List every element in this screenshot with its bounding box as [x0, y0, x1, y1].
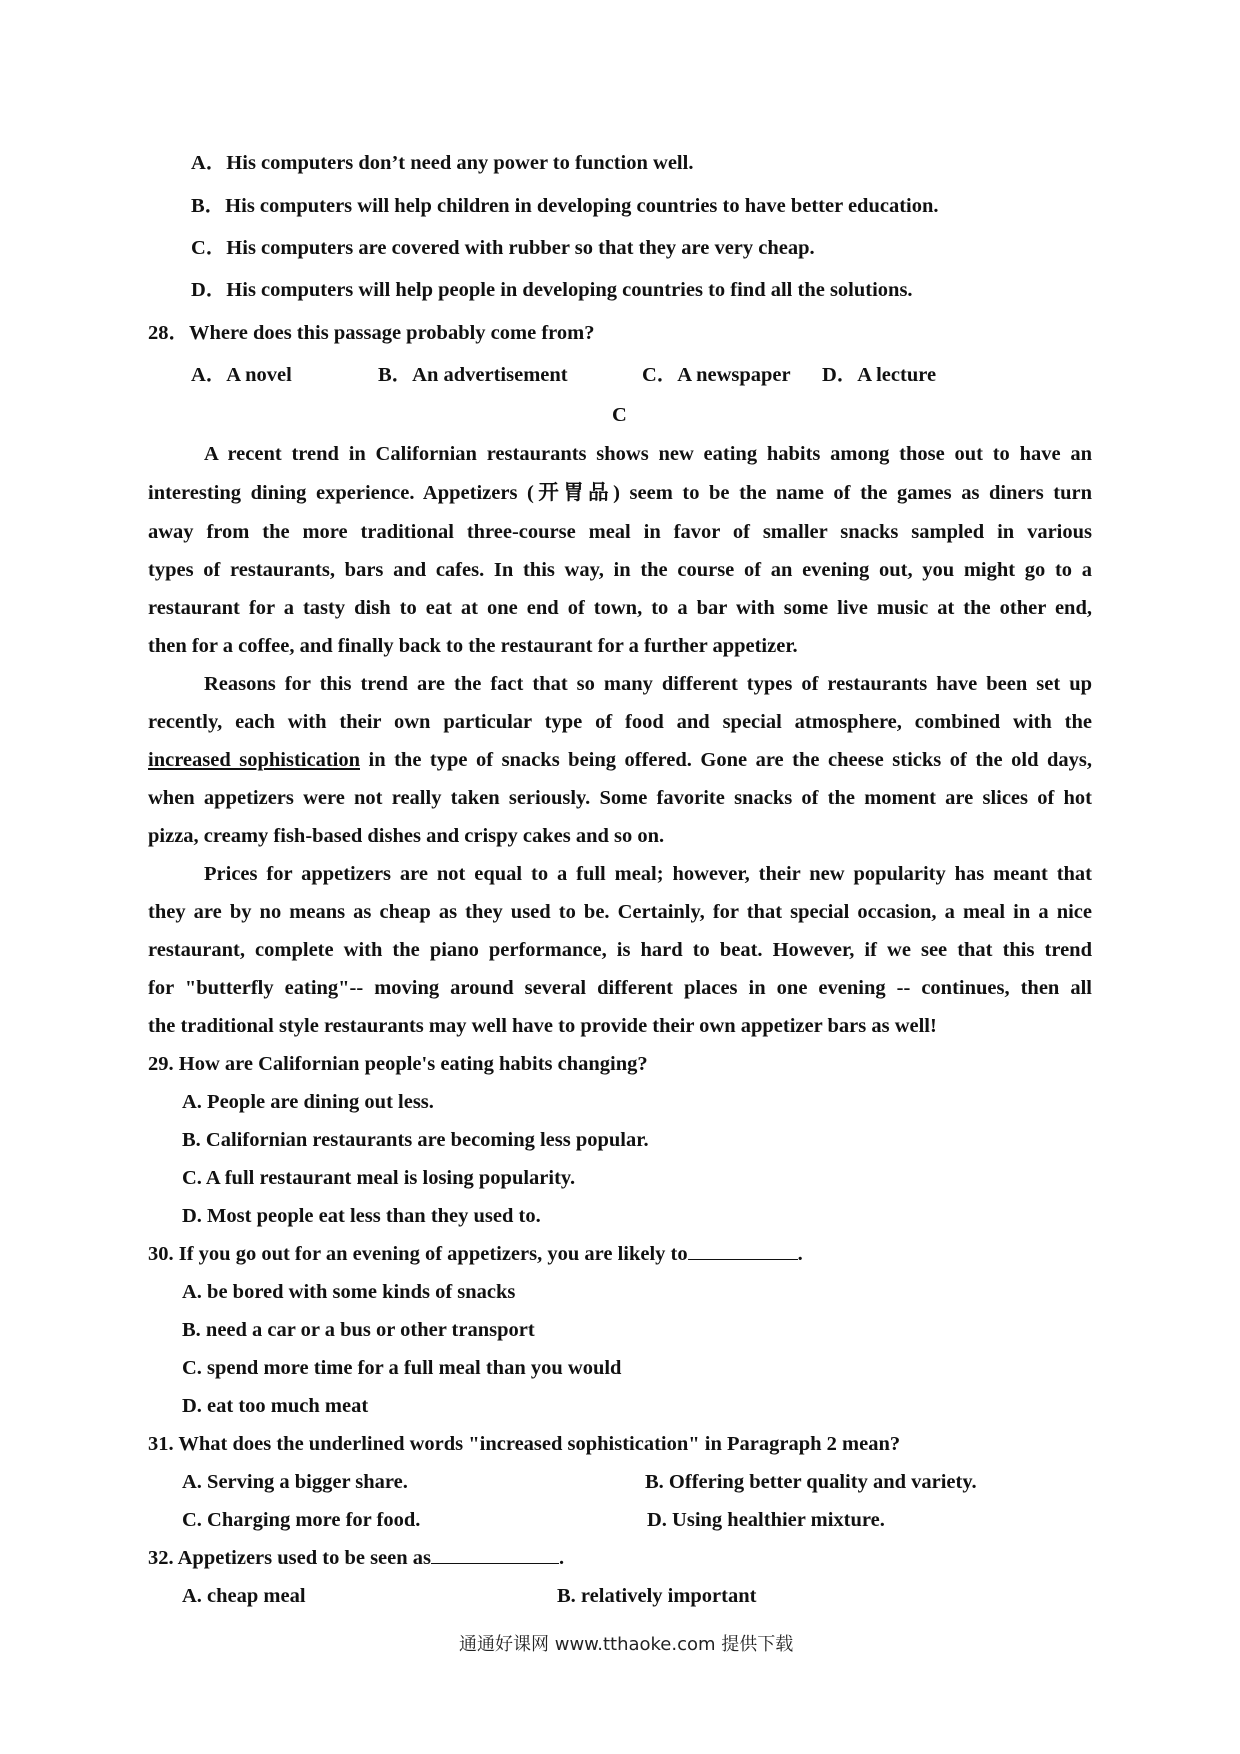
answer-blank [431, 1545, 559, 1564]
q32-question: 32. Appetizers used to be seen as [148, 1547, 432, 1569]
q30-option-c: C. spend more time for a full meal than you would [182, 1357, 622, 1379]
q27-option-d: D．His computers will help people in developing countries to find all the solutions. [191, 279, 913, 301]
passage-p2-line-with-underline [148, 747, 1092, 773]
q31-option-a: A. Serving a bigger share. [182, 1471, 408, 1493]
q27-option-b: B．His computers will help children in developing countries to have better education. [191, 195, 939, 217]
passage-p2-line: when appetizers were not really taken seriously. Some favorite snacks of the moment are slices of hot [148, 787, 1092, 809]
q31-option-b: B. Offering better quality and variety. [645, 1471, 977, 1493]
q29-option-b: B. Californian restaurants are becoming less popular. [182, 1129, 649, 1151]
q29-question: 29. How are Californian people's eating habits changing? [148, 1053, 648, 1075]
q30-option-b: B. need a car or a bus or other transport [182, 1319, 535, 1341]
q32-option-b: B. relatively important [557, 1585, 757, 1607]
q30-question: 30. If you go out for an evening of appetizers, you are likely to [148, 1243, 688, 1265]
q29-option-d: D. Most people eat less than they used to. [182, 1205, 541, 1227]
passage-p1-line: restaurant for a tasty dish to eat at one end of town, to a bar with some live music at the other end, [148, 597, 1092, 619]
q32-question-end: . [559, 1547, 565, 1569]
q30-option-d: D. eat too much meat [182, 1395, 369, 1417]
passage-p2-line: Reasons for this trend are the fact that so many different types of restaurants have been set up [204, 673, 1092, 695]
passage-p1-line: types of restaurants, bars and cafes. In this way, in the course of an evening out, you might go to a [148, 559, 1092, 581]
q30-option-a: A. be bored with some kinds of snacks [182, 1281, 516, 1303]
passage-p3-line: they are by no means as cheap as they used to be. Certainly, for that special occasion, a meal in a nice [148, 901, 1092, 923]
q30-question-line [148, 1241, 803, 1267]
passage-p2-line: recently, each with their own particular type of food and special atmosphere, combined with the [148, 711, 1092, 733]
passage-p1-line: then for a coffee, and finally back to the restaurant for a further appetizer. [148, 635, 798, 657]
passage-p1-line: interesting dining experience. Appetizers (开胃品) seem to be the name of the games as diners turn [148, 482, 1092, 504]
q28-option-c: C．A newspaper [642, 364, 791, 386]
q27-option-c: C．His computers are covered with rubber so that they are very cheap. [191, 237, 815, 259]
passage-p3-line: Prices for appetizers are not equal to a full meal; however, their new popularity has meant that [204, 863, 1092, 885]
passage-p3-line: the traditional style restaurants may well have to provide their own appetizer bars as well! [148, 1015, 937, 1037]
passage-p2-line-rest: in the type of snacks being offered. Gone are the cheese sticks of the old days, [360, 749, 1092, 771]
passage-p2-line: pizza, creamy fish-based dishes and crispy cakes and so on. [148, 825, 665, 847]
q27-option-a: A．His computers don’t need any power to function well. [191, 152, 694, 174]
q30-question-end: . [797, 1243, 803, 1265]
passage-p3-line: for "butterfly eating"-- moving around several different places in one evening -- continues, then all [148, 977, 1092, 999]
q31-option-c: C. Charging more for food. [182, 1509, 421, 1531]
q31-question: 31. What does the underlined words "increased sophistication" in Paragraph 2 mean? [148, 1433, 901, 1455]
page-footer: 通通好课网 www.tthaoke.com 提供下载 [459, 1634, 794, 1655]
q28-option-a: A．A novel [191, 364, 292, 386]
section-label: C [612, 404, 627, 426]
passage-p1-line: A recent trend in Californian restaurants shows new eating habits among those out to have an [204, 443, 1092, 465]
q29-option-a: A. People are dining out less. [182, 1091, 434, 1113]
q28-option-b: B．An advertisement [378, 364, 568, 386]
passage-p1-line: away from the more traditional three-course meal in favor of smaller snacks sampled in various [148, 521, 1092, 543]
q28-question: 28．Where does this passage probably come from? [148, 322, 595, 344]
answer-blank [688, 1241, 798, 1260]
passage-p3-line: restaurant, complete with the piano performance, is hard to beat. However, if we see that this trend [148, 939, 1092, 961]
q29-option-c: C. A full restaurant meal is losing popularity. [182, 1167, 576, 1189]
q32-option-a: A. cheap meal [182, 1585, 306, 1607]
q32-question-line [148, 1545, 564, 1571]
underlined-phrase: increased sophistication [148, 749, 360, 771]
q28-option-d: D．A lecture [822, 364, 937, 386]
q31-option-d: D. Using healthier mixture. [647, 1509, 885, 1531]
